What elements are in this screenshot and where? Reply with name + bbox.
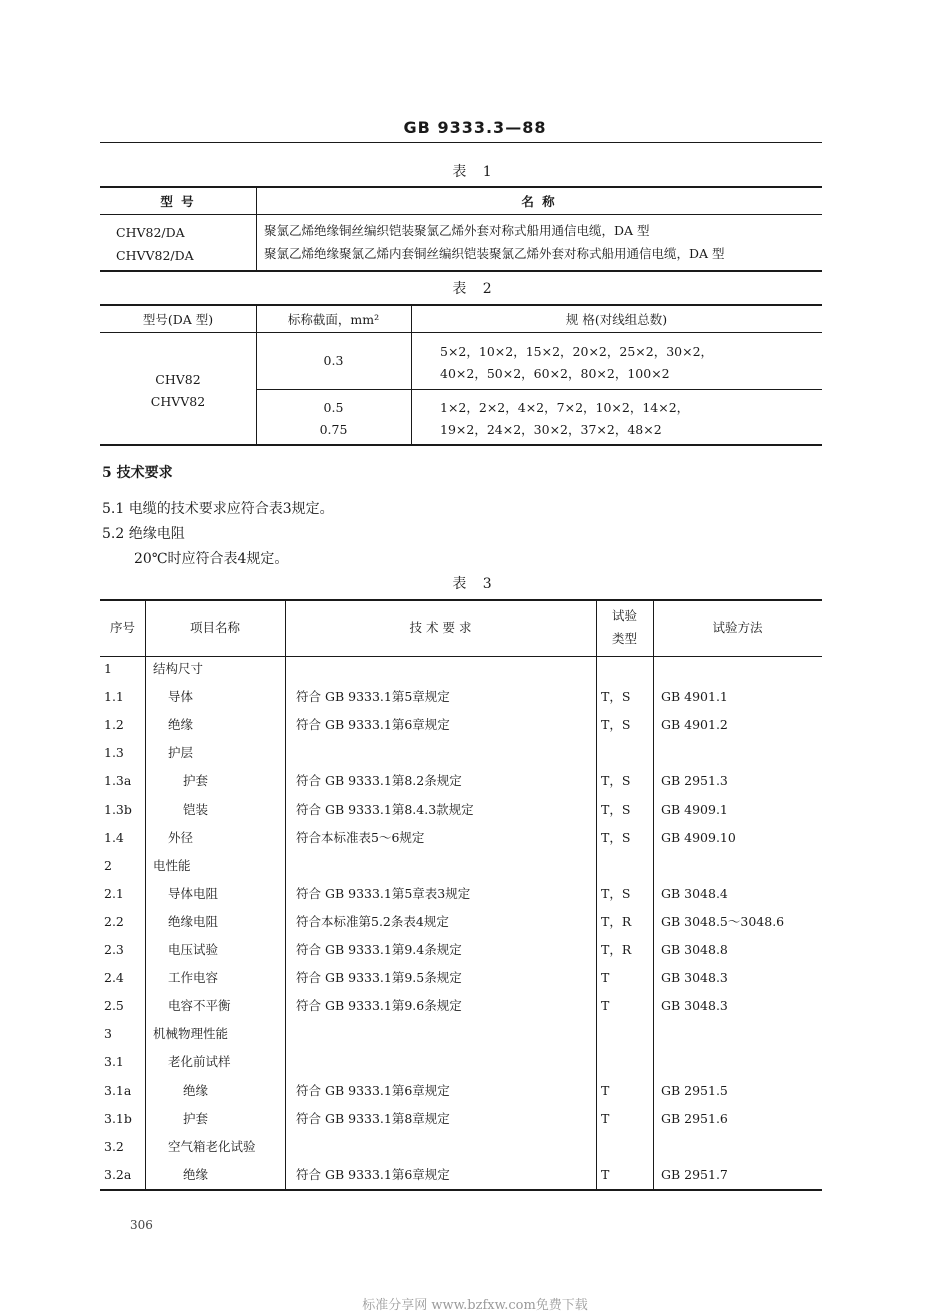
section-5-2-text: 20℃时应符合表4规定。 (134, 551, 289, 567)
row-test-type: T，S (601, 773, 631, 788)
section-5-title: 5 技术要求 (102, 465, 173, 481)
row-item: 电压试验 (168, 942, 219, 957)
table3-header-type-line1: 试验 (611, 608, 637, 623)
row-requirement: 符合 GB 9333.1第8章规定 (296, 1111, 450, 1126)
row-requirement: 符合 GB 9333.1第9.6条规定 (296, 998, 462, 1013)
row-no: 3.1b (104, 1111, 132, 1126)
table2-bottom-rule (100, 444, 822, 446)
table1-bottom-rule (100, 270, 822, 272)
row-no: 2.2 (104, 914, 124, 929)
row-item: 绝缘 (183, 1083, 209, 1098)
row-item: 老化前试样 (168, 1054, 231, 1069)
row-no: 1.4 (104, 830, 124, 845)
row-no: 2.1 (104, 886, 124, 901)
table1-top-rule (100, 186, 822, 188)
table2-group-rule (256, 389, 822, 390)
standard-code-header: GB 9333.3—88 (403, 118, 547, 137)
table2-section-0.75: 0.75 (319, 422, 348, 437)
row-requirement: 符合 GB 9333.1第6章规定 (296, 1083, 450, 1098)
table1-header-model: 型 号 (160, 194, 196, 209)
row-no: 2 (104, 858, 112, 873)
table2-header-model: 型号(DA 型) (142, 312, 214, 327)
table2-model-1: CHV82 (155, 372, 201, 387)
row-test-method: GB 3048.4 (661, 886, 728, 901)
row-test-method: GB 3048.3 (661, 970, 728, 985)
table3-header-method: 试验方法 (712, 620, 763, 635)
row-test-method: GB 2951.7 (661, 1167, 728, 1182)
row-requirement: 符合 GB 9333.1第9.5条规定 (296, 970, 462, 985)
row-no: 3.2 (104, 1139, 124, 1154)
row-test-type: T，S (601, 802, 631, 817)
row-no: 1.3 (104, 745, 124, 760)
row-no: 1.2 (104, 717, 124, 732)
row-item: 绝缘电阻 (168, 914, 219, 929)
row-test-type: T，R (601, 914, 632, 929)
table3-col-divider (285, 600, 286, 1190)
row-no: 3.2a (104, 1167, 132, 1182)
row-item: 导体电阻 (168, 886, 219, 901)
table2-spec-line: 40×2，50×2，60×2，80×2，100×2 (440, 366, 670, 381)
table1-row1-name: 聚氯乙烯绝缘铜丝编织铠装聚氯乙烯外套对称式船用通信电缆，DA 型 (264, 223, 650, 238)
row-test-method: GB 2951.6 (661, 1111, 728, 1126)
row-item: 护层 (168, 745, 194, 760)
table1-header-name: 名 称 (521, 194, 557, 209)
table2-spec-line: 1×2，2×2，4×2，7×2，10×2，14×2， (440, 400, 690, 415)
row-no: 3 (104, 1026, 112, 1041)
table2-header-spec: 规 格(对线组总数) (565, 312, 668, 327)
row-item: 外径 (168, 830, 194, 845)
table3-col-divider (653, 600, 654, 1190)
section-5-1: 5.1 电缆的技术要求应符合表3规定。 (102, 501, 334, 517)
row-no: 2.3 (104, 942, 124, 957)
table1-row2-model: CHVV82/DA (116, 248, 194, 263)
row-test-type: T (601, 998, 610, 1013)
row-test-type: T (601, 970, 610, 985)
row-item: 导体 (168, 689, 194, 704)
table3-header-req: 技 术 要 求 (409, 620, 472, 635)
row-test-type: T，S (601, 886, 631, 901)
row-no: 1.1 (104, 689, 124, 704)
table2-caption: 表 2 (452, 281, 498, 297)
row-test-method: GB 4901.2 (661, 717, 728, 732)
row-item: 结构尺寸 (153, 661, 204, 676)
table3-col-divider (596, 600, 597, 1190)
row-item: 空气箱老化试验 (168, 1139, 256, 1154)
row-item: 绝缘 (183, 1167, 209, 1182)
row-item: 护套 (183, 1111, 209, 1126)
row-item: 护套 (183, 773, 209, 788)
row-no: 3.1a (104, 1083, 132, 1098)
row-test-type: T，S (601, 689, 631, 704)
table3-caption: 表 3 (452, 576, 498, 592)
table2-header-section: 标称截面，mm² (287, 312, 380, 327)
table2-section-0.5: 0.5 (323, 400, 344, 415)
table3-top-rule (100, 599, 822, 601)
table3-header-item: 项目名称 (189, 620, 240, 635)
row-no: 2.4 (104, 970, 124, 985)
table2-header-rule (100, 332, 822, 333)
row-item: 绝缘 (168, 717, 194, 732)
row-item: 电性能 (153, 858, 191, 873)
row-item: 电容不平衡 (168, 998, 231, 1013)
table2-model-2: CHVV82 (150, 394, 206, 409)
table1-row1-model: CHV82/DA (116, 225, 185, 240)
row-requirement: 符合 GB 9333.1第5章表3规定 (296, 886, 471, 901)
table3-header-rule (100, 656, 822, 657)
row-requirement: 符合 GB 9333.1第6章规定 (296, 717, 450, 732)
row-test-type: T，S (601, 717, 631, 732)
table3-header-no: 序号 (109, 620, 135, 635)
page-number: 306 (130, 1218, 153, 1232)
row-no: 1 (104, 661, 112, 676)
table2-spec-line: 19×2，24×2，30×2，37×2，48×2 (440, 422, 662, 437)
row-test-method: GB 3048.5～3048.6 (661, 914, 785, 929)
table2-spec-line: 5×2，10×2，15×2，20×2，25×2，30×2， (440, 344, 714, 359)
row-requirement: 符合 GB 9333.1第6章规定 (296, 1167, 450, 1182)
table2-section-0.3: 0.3 (323, 353, 344, 368)
row-test-type: T (601, 1111, 610, 1126)
row-item: 工作电容 (168, 970, 219, 985)
table1-caption: 表 1 (452, 164, 498, 180)
table3-bottom-rule (100, 1189, 822, 1191)
table1-header-rule (100, 214, 822, 215)
row-test-method: GB 2951.3 (661, 773, 728, 788)
row-requirement: 符合 GB 9333.1第9.4条规定 (296, 942, 462, 957)
row-test-method: GB 2951.5 (661, 1083, 728, 1098)
table3-header-type-line2: 类型 (611, 631, 637, 646)
row-no: 1.3b (104, 802, 132, 817)
row-test-type: T，S (601, 830, 631, 845)
header-rule (100, 142, 822, 143)
row-no: 1.3a (104, 773, 132, 788)
row-test-method: GB 3048.8 (661, 942, 728, 957)
row-no: 2.5 (104, 998, 124, 1013)
row-test-type: T (601, 1083, 610, 1098)
row-requirement: 符合本标准表5～6规定 (296, 830, 425, 845)
table2-top-rule (100, 304, 822, 306)
row-item: 机械物理性能 (153, 1026, 229, 1041)
watermark: 标准分享网 www.bzfxw.com免费下载 (362, 1298, 588, 1313)
row-requirement: 符合 GB 9333.1第8.2条规定 (296, 773, 462, 788)
table3-col-divider (145, 600, 146, 1190)
row-test-method: GB 4909.1 (661, 802, 728, 817)
row-requirement: 符合 GB 9333.1第5章规定 (296, 689, 450, 704)
row-test-method: GB 4909.10 (661, 830, 736, 845)
table1-row2-name: 聚氯乙烯绝缘聚氯乙烯内套铜丝编织铠装聚氯乙烯外套对称式船用通信电缆，DA 型 (264, 246, 725, 261)
row-test-method: GB 4901.1 (661, 689, 728, 704)
row-requirement: 符合 GB 9333.1第8.4.3款规定 (296, 802, 474, 817)
section-5-2-title: 5.2 绝缘电阻 (102, 526, 185, 542)
row-no: 3.1 (104, 1054, 124, 1069)
row-requirement: 符合本标准第5.2条表4规定 (296, 914, 449, 929)
row-test-type: T，R (601, 942, 632, 957)
row-test-type: T (601, 1167, 610, 1182)
row-item: 铠装 (183, 802, 209, 817)
row-test-method: GB 3048.3 (661, 998, 728, 1013)
